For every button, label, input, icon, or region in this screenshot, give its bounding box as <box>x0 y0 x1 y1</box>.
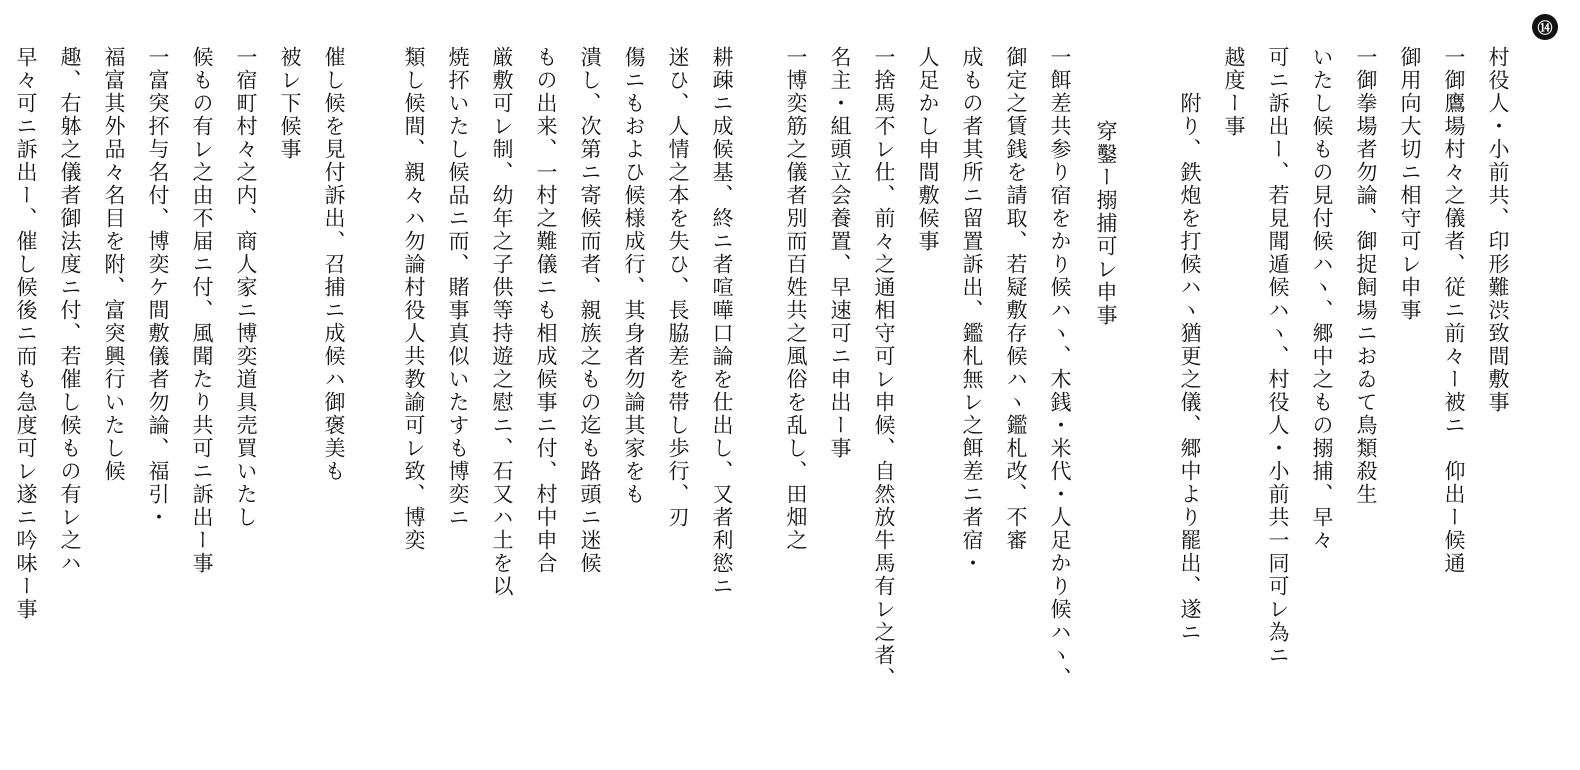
text-column-17: 耕疎ニ成候基、終ニ者喧嘩口論を仕出し、又者利慾ニ <box>710 46 734 598</box>
text-column-27: 一宿町村々之内、商人家ニ博奕道具売買いたし <box>234 46 258 529</box>
text-column-28: 候もの有レ之由不届ニ付、風聞たり共可ニ訴出ー事 <box>190 46 214 575</box>
text-column-13: 人足かし申間敷候事 <box>916 46 940 253</box>
text-column-14: 一捨馬不レ仕、前々之通相守可レ申候、自然放牛馬有レ之者、 <box>872 46 896 690</box>
text-column-18: 迷ひ、人情之本を失ひ、長脇差を帯し歩行、刃 <box>666 46 690 529</box>
text-column-5: いたし候もの見付候ハヽ、郷中之もの搦捕、早々 <box>1310 46 1334 552</box>
text-column-20: 潰し、次第ニ寄候而者、親族之もの迄も路頭ニ迷候 <box>578 46 602 575</box>
text-column-6: 可ニ訴出ー、若見聞遁候ハヽ、村役人・小前共一同可レ為ニ <box>1266 46 1290 667</box>
text-column-10: 一餌差共参り宿をかり候ハヽ、木銭・米代・人足かり候ハヽ、 <box>1048 46 1072 690</box>
text-column-23: 焼抔いたし候品ニ而、賭事真似いたすも博奕ニ <box>446 46 470 529</box>
text-column-24: 類し候間、親々ハ勿論村役人共教諭可レ致、博奕 <box>402 46 426 552</box>
text-column-9: 穿鑿ー搦捕可レ申事 <box>1094 120 1118 327</box>
text-column-2: 一御鷹場村々之儀者、従ニ前々ー被ニ 仰出ー候通 <box>1442 46 1466 575</box>
text-column-1: 村役人・小前共、印形難渋致間敷事 <box>1486 46 1510 414</box>
text-column-30: 福富其外品々名目を附、富突興行いたし候 <box>102 46 126 483</box>
text-column-29: 一富突抔与名付、博奕ケ間敷儀者勿論、福引・ <box>146 46 170 529</box>
page-number-badge: ⑭ <box>1532 14 1558 40</box>
text-column-26: 被レ下候事 <box>278 46 302 161</box>
text-column-25: 催し候を見付訴出、召捕ニ成候ハ御褒美も <box>322 46 346 483</box>
text-column-15: 名主・組頭立会養置、早速可ニ申出ー事 <box>828 46 852 460</box>
text-column-16: 一博奕筋之儀者別而百姓共之風俗を乱し、田畑之 <box>784 46 808 552</box>
text-column-3: 御用向大切ニ相守可レ申事 <box>1398 46 1422 322</box>
text-column-12: 成もの者其所ニ留置訴出、鑑札無レ之餌差ニ者宿・ <box>960 46 984 575</box>
text-column-21: もの出来、一村之難儀ニも相成候事ニ付、村中申合 <box>534 46 558 575</box>
text-column-8: 附り、鉄炮を打候ハヽ猶更之儀、郷中より罷出、遂ニ <box>1178 92 1202 644</box>
text-column-7: 越度ー事 <box>1222 46 1246 138</box>
text-column-22: 厳敷可レ制、幼年之子供等持遊之慰ニ、石又ハ土を以 <box>490 46 514 598</box>
text-column-19: 傷ニもおよひ候様成行、其身者勿論其家をも <box>622 46 646 506</box>
text-column-32: 早々可ニ訴出ー、催し候後ニ而も急度可レ遂ニ吟味ー事 <box>14 46 38 621</box>
text-column-31: 趣、右躰之儀者御法度ニ付、若催し候もの有レ之ハ <box>58 46 82 575</box>
text-column-11: 御定之賃銭を請取、若疑敷存候ハヽ鑑札改、不審 <box>1004 46 1028 552</box>
text-column-4: 一御拳場者勿論、御捉飼場ニおゐて鳥類殺生 <box>1354 46 1378 506</box>
